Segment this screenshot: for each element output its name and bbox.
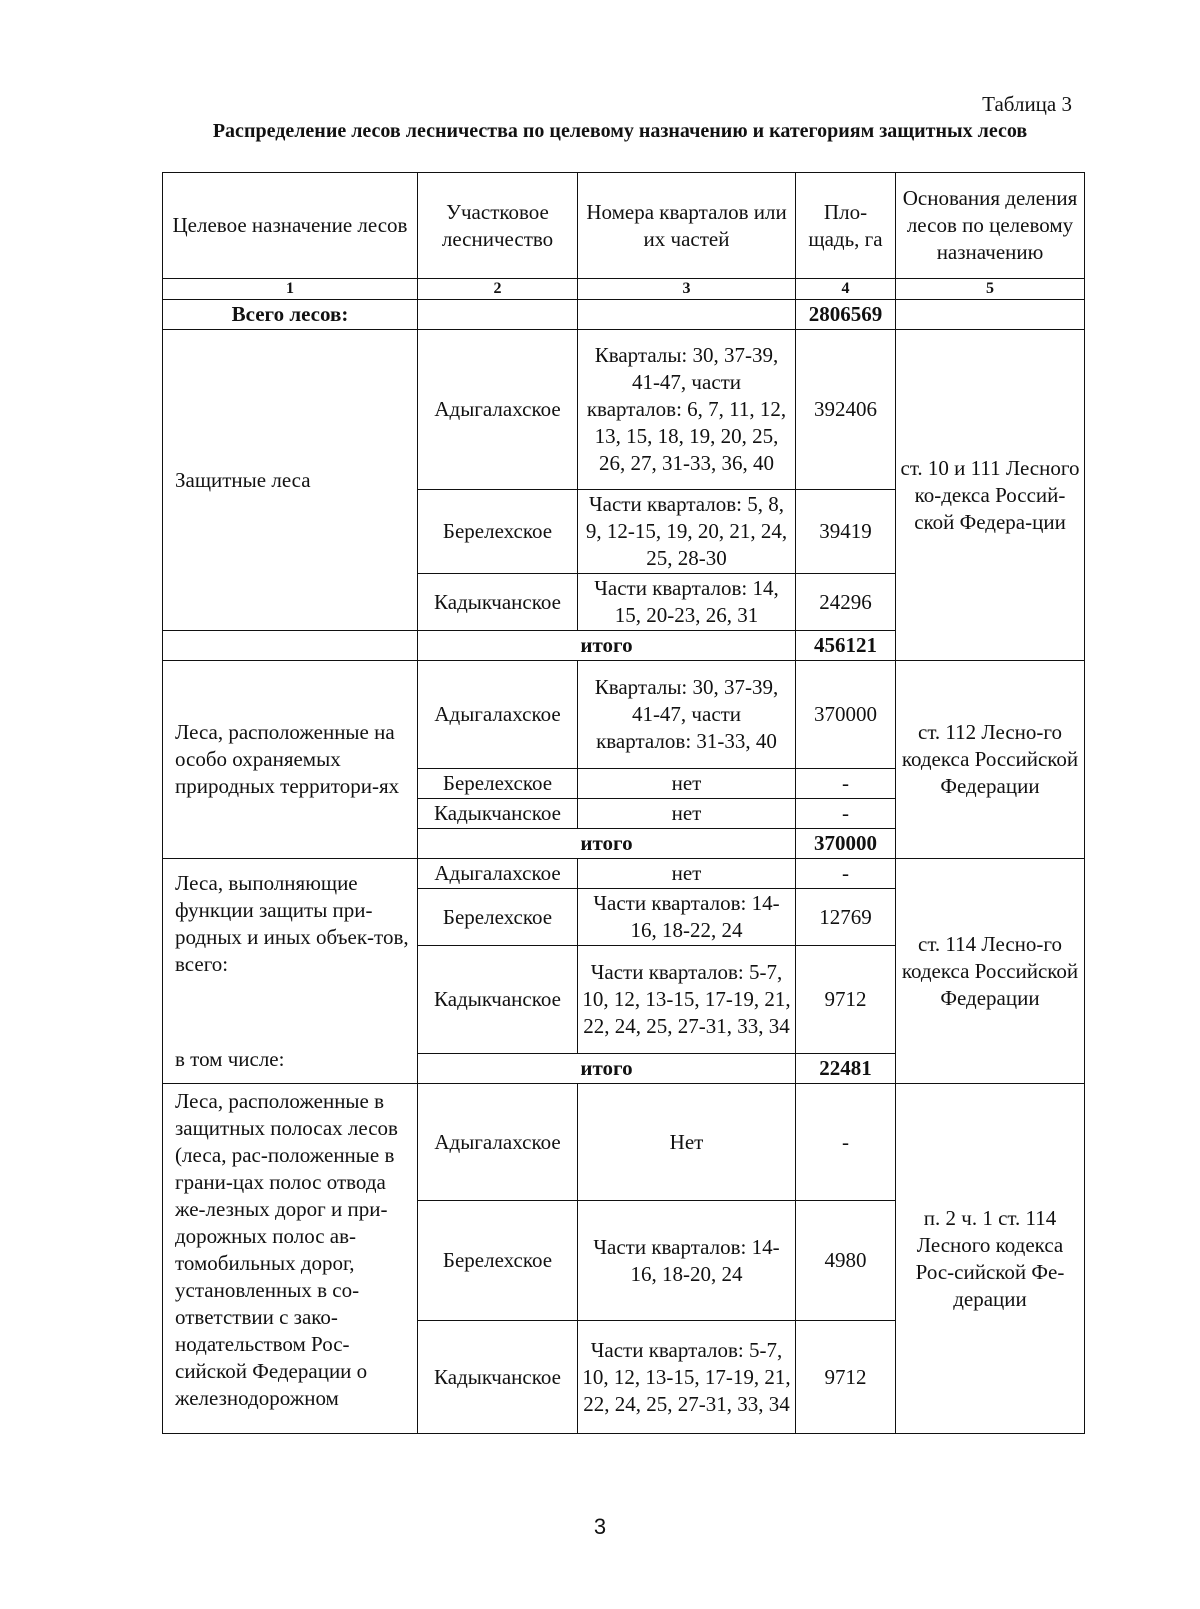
district-cell: Берелехское <box>418 1201 578 1321</box>
area-cell: 4980 <box>796 1201 896 1321</box>
district-cell: Берелехское <box>418 769 578 799</box>
subtotal-area: 22481 <box>796 1054 896 1084</box>
district-cell: Адыгалахское <box>418 859 578 889</box>
column-number: 4 <box>796 279 896 300</box>
district-cell: Кадыкчанское <box>418 574 578 631</box>
subtotal-label: итого <box>418 1054 796 1084</box>
district-cell: Берелехское <box>418 889 578 946</box>
table-row <box>163 1084 1085 1201</box>
table-row <box>163 661 1085 769</box>
header-row <box>163 173 1085 279</box>
column-number: 2 <box>418 279 578 300</box>
total-area: 2806569 <box>796 300 896 330</box>
basis-cell: ст. 114 Лесно-го кодекса Российской Федерации <box>896 859 1085 1084</box>
page-number: 3 <box>593 1514 607 1539</box>
column-number: 3 <box>578 279 796 300</box>
district-cell: Кадыкчанское <box>418 946 578 1054</box>
column-number: 5 <box>896 279 1085 300</box>
total-label: Всего лесов: <box>163 300 418 330</box>
subtotal-area: 370000 <box>796 829 896 859</box>
area-cell: - <box>796 799 896 829</box>
district-cell: Кадыкчанское <box>418 1321 578 1434</box>
quarters-cell: Кварталы: 30, 37-39, 41-47, части кварталов: 31-33, 40 <box>578 661 796 769</box>
column-number-row <box>163 279 1085 300</box>
area-cell: 370000 <box>796 661 896 769</box>
district-cell: Кадыкчанское <box>418 799 578 829</box>
quarters-cell: Нет <box>578 1084 796 1201</box>
subtotal-label: итого <box>418 631 796 661</box>
purpose-cell: Леса, расположенные на особо охраняемых природных территори-ях <box>163 661 418 859</box>
forest-distribution-table <box>162 172 1085 1434</box>
quarters-cell: нет <box>578 799 796 829</box>
district-cell: Адыгалахское <box>418 330 578 490</box>
empty-cell <box>578 300 796 330</box>
area-cell: 9712 <box>796 946 896 1054</box>
district-cell: Адыгалахское <box>418 1084 578 1201</box>
district-cell: Адыгалахское <box>418 661 578 769</box>
quarters-cell: Части кварталов: 14-16, 18-22, 24 <box>578 889 796 946</box>
basis-cell: ст. 10 и 111 Лесного ко-декса Россий-ской Федера-ции <box>896 330 1085 661</box>
quarters-cell: Части кварталов: 5-7, 10, 12, 13-15, 17-19, 21, 22, 24, 25, 27-31, 33, 34 <box>578 946 796 1054</box>
table-row <box>163 330 1085 490</box>
district-cell: Берелехское <box>418 490 578 574</box>
purpose-text: Леса, выполняющие функции защиты при-родных и иных объек-тов, всего: <box>175 870 409 976</box>
table-title: Распределение лесов лесничества по целевому назначению и категориям защитных лесов <box>212 120 1028 142</box>
empty-cell <box>418 300 578 330</box>
header-quarters: Номера кварталов или их частей <box>578 173 796 279</box>
purpose-cell: Защитные леса <box>163 330 418 631</box>
header-purpose: Целевое назначение лесов <box>163 173 418 279</box>
basis-cell: ст. 112 Лесно-го кодекса Российской Федерации <box>896 661 1085 859</box>
header-district: Участковое лесничество <box>418 173 578 279</box>
area-cell: - <box>796 859 896 889</box>
purpose-cell: Леса, расположенные в защитных полосах лесов (леса, рас-положенные в грани-цах полос отвода же-лезных дорог и при-дорожных полос ав-томобильных дорог, установленных в со-ответствии с зако-нодательством Рос-сийской Федерации о железнодорожном <box>163 1084 418 1434</box>
area-cell: - <box>796 769 896 799</box>
basis-cell: п. 2 ч. 1 ст. 114 Лесного кодекса Рос-сийской Фе-дерации <box>896 1084 1085 1434</box>
table-row <box>163 859 1085 889</box>
purpose-cell <box>163 859 418 1084</box>
quarters-cell: нет <box>578 769 796 799</box>
area-cell: 392406 <box>796 330 896 490</box>
quarters-cell: Части кварталов: 5, 8, 9, 12-15, 19, 20, 21, 24, 25, 28-30 <box>578 490 796 574</box>
area-cell: 24296 <box>796 574 896 631</box>
header-basis: Основания деления лесов по целевому назначению <box>896 173 1085 279</box>
header-area: Пло-щадь, га <box>796 173 896 279</box>
quarters-cell: Части кварталов: 14, 15, 20-23, 26, 31 <box>578 574 796 631</box>
area-cell: 12769 <box>796 889 896 946</box>
total-row <box>163 300 1085 330</box>
column-number: 1 <box>163 279 418 300</box>
subtotal-label: итого <box>418 829 796 859</box>
quarters-cell: Кварталы: 30, 37-39, 41-47, части кварталов: 6, 7, 11, 12, 13, 15, 18, 19, 20, 25, 26, 27, 31-33, 36, 40 <box>578 330 796 490</box>
area-cell: 39419 <box>796 490 896 574</box>
empty-cell <box>163 631 418 661</box>
quarters-cell: Части кварталов: 5-7, 10, 12, 13-15, 17-19, 21, 22, 24, 25, 27-31, 33, 34 <box>578 1321 796 1434</box>
quarters-cell: нет <box>578 859 796 889</box>
subtotal-area: 456121 <box>796 631 896 661</box>
area-cell: 9712 <box>796 1321 896 1434</box>
area-cell: - <box>796 1084 896 1201</box>
table-label: Таблица 3 <box>982 92 1072 116</box>
quarters-cell: Части кварталов: 14-16, 18-20, 24 <box>578 1201 796 1321</box>
purpose-note: в том числе: <box>175 1046 285 1071</box>
empty-cell <box>896 300 1085 330</box>
